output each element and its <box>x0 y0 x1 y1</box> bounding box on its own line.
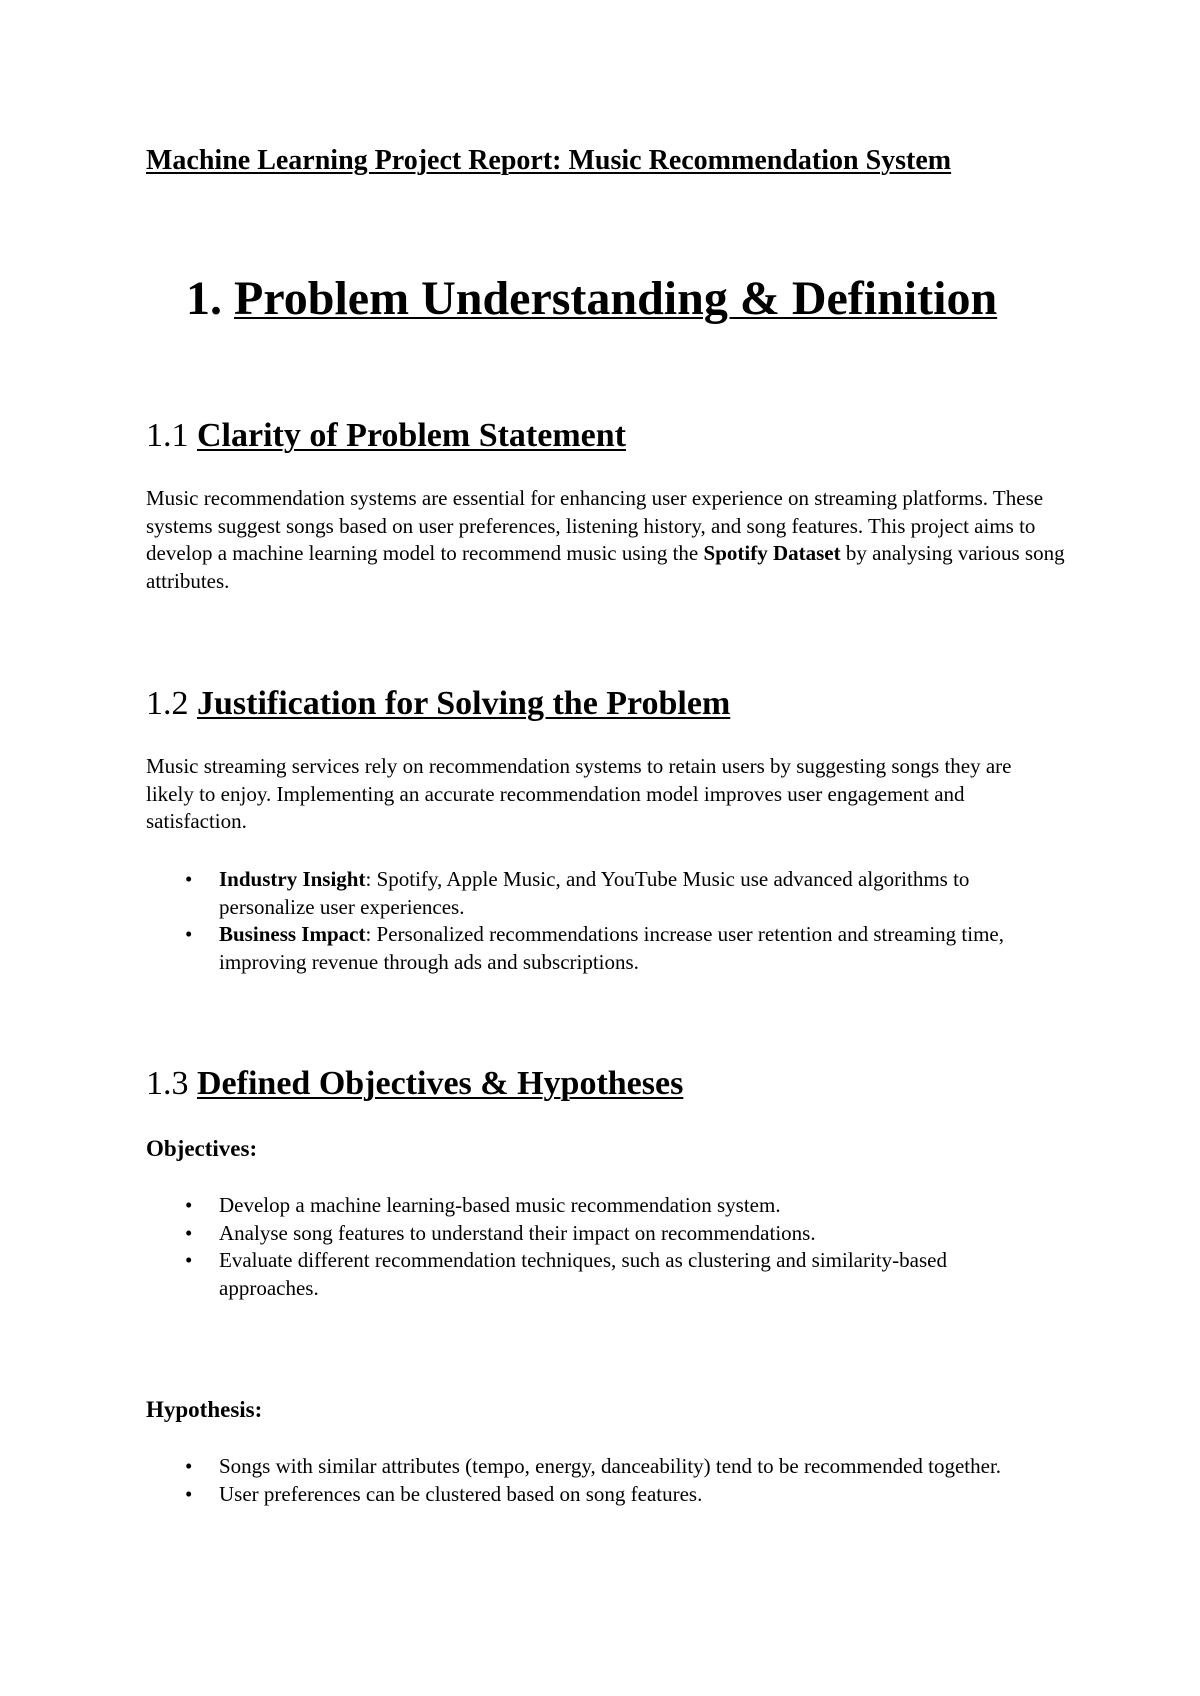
section-1-3-heading <box>146 1064 683 1105</box>
hypotheses-list <box>146 1453 1066 1508</box>
section-1-1-heading <box>146 416 626 457</box>
list-item <box>146 921 1006 976</box>
list-item: • Evaluate different recommendation techniques, such as clustering and similarity-based approaches. <box>146 1247 1046 1302</box>
section-1-title: Problem Understanding & Definition <box>234 272 998 325</box>
section-1-heading <box>186 270 997 328</box>
bullet-label: Industry Insight <box>219 867 366 891</box>
bullet-text: : Personalized recommendations increase user retention and streaming time, improving revenue through ads and subscriptions. <box>219 922 1004 974</box>
list-item: • Analyse song features to understand their impact on recommendations. <box>146 1220 1046 1248</box>
section-1-3-number: 1.3 <box>146 1065 189 1102</box>
list-item: • Songs with similar attributes (tempo, energy, danceability) tend to be recommended together. <box>146 1453 1066 1481</box>
section-1-2-title: Justification for Solving the Problem <box>197 685 731 722</box>
section-1-2-number: 1.2 <box>146 685 189 722</box>
section-1-3-title: Defined Objectives & Hypotheses <box>197 1065 684 1102</box>
section-1-1-paragraph-text: Music recommendation systems are essential for enhancing user experience on streaming platforms. These systems suggest songs based on user preferences, listening history, and song features. This project aims to develop a machine learning model to recommend music using the <box>146 486 1044 565</box>
hypothesis-heading: Hypothesis: <box>146 1397 263 1422</box>
list-item <box>146 866 1006 921</box>
section-1-1-title: Clarity of Problem Statement <box>197 417 626 454</box>
section-1-2-heading <box>146 684 730 725</box>
section-1-1-number: 1.1 <box>146 417 189 454</box>
list-item: • Develop a machine learning-based music recommendation system. <box>146 1192 1046 1220</box>
list-item: • User preferences can be clustered based on song features. <box>146 1481 1066 1509</box>
section-1-1-paragraph-tail: by analysing various song attributes. <box>146 541 1065 593</box>
section-1-1-paragraph <box>146 485 1076 595</box>
document-title: Machine Learning Project Report: Music Recommendation System <box>146 145 952 176</box>
objectives-list <box>146 1192 1046 1302</box>
bullet-label: Business Impact <box>219 922 366 946</box>
justification-bullet-list <box>146 866 1006 976</box>
bullet-text: : Spotify, Apple Music, and YouTube Music use advanced algorithms to personalize user experiences. <box>219 867 970 919</box>
spotify-dataset-term: Spotify Dataset <box>703 541 841 565</box>
section-1-2-paragraph: Music streaming services rely on recommendation systems to retain users by suggesting songs they are likely to enjoy. Implementing an accurate recommendation model improves user engagement and satisfaction. <box>146 754 1012 833</box>
section-1-number: 1. <box>186 272 222 325</box>
objectives-heading: Objectives: <box>146 1136 258 1161</box>
